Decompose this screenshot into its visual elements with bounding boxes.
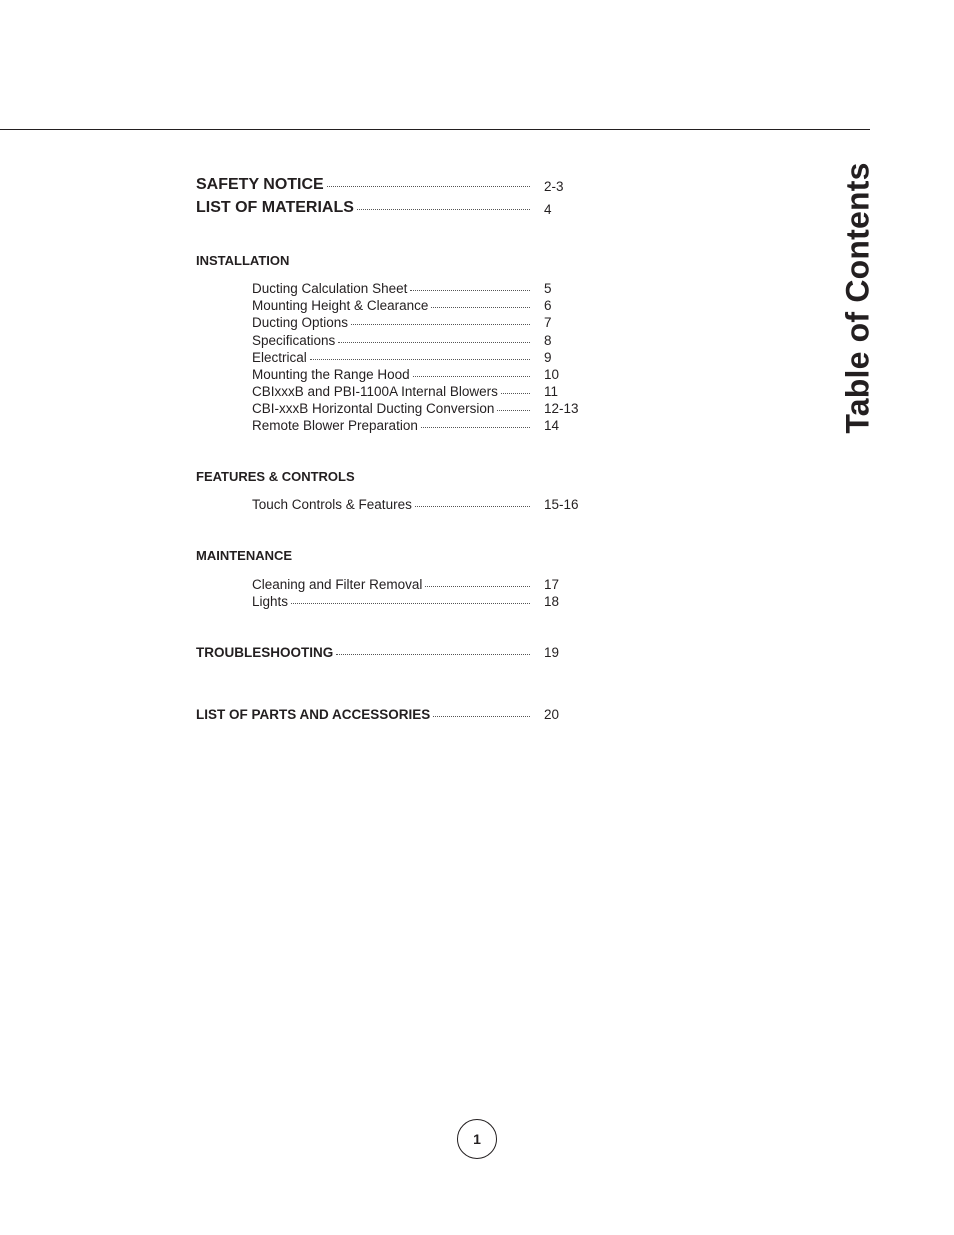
toc-entry-page: 20 bbox=[544, 707, 560, 722]
page-number-badge bbox=[457, 1119, 497, 1159]
toc-entry-label: TROUBLESHOOTING bbox=[196, 645, 334, 660]
toc-entry-list-of-materials[interactable] bbox=[196, 199, 533, 217]
toc-entry-label: LIST OF PARTS AND ACCESSORIES bbox=[196, 707, 431, 722]
toc-entry-page: 2-3 bbox=[544, 179, 564, 194]
toc-entry[interactable] bbox=[252, 350, 533, 365]
toc-entry-label: Lights bbox=[252, 594, 289, 609]
toc-entry[interactable] bbox=[252, 577, 533, 592]
toc-entry-page: 5 bbox=[544, 281, 552, 296]
dot-leader bbox=[433, 716, 530, 717]
toc-entry-label: Specifications bbox=[252, 333, 336, 348]
toc-entry[interactable] bbox=[252, 281, 533, 296]
toc-entry-label: Cleaning and Filter Removal bbox=[252, 577, 423, 592]
toc-entry[interactable] bbox=[252, 367, 533, 382]
toc-entry[interactable] bbox=[252, 384, 533, 399]
toc-entry[interactable] bbox=[252, 298, 533, 313]
toc-entry-safety-notice[interactable] bbox=[196, 176, 533, 194]
toc-entry-label: Electrical bbox=[252, 350, 307, 365]
toc-entry-label: Mounting the Range Hood bbox=[252, 367, 410, 382]
toc-entry-label: SAFETY NOTICE bbox=[196, 176, 324, 193]
toc-entry-page: 6 bbox=[544, 298, 552, 313]
toc-entry-page: 4 bbox=[544, 202, 552, 217]
dot-leader bbox=[421, 427, 530, 428]
toc-entry[interactable] bbox=[252, 401, 533, 416]
toc-entry[interactable] bbox=[252, 333, 533, 348]
dot-leader bbox=[501, 393, 530, 394]
toc-entry-page: 8 bbox=[544, 333, 552, 348]
toc-entry-page: 10 bbox=[544, 367, 560, 382]
header-rule bbox=[0, 129, 870, 130]
dot-leader bbox=[431, 307, 530, 308]
toc-entry-label: LIST OF MATERIALS bbox=[196, 199, 354, 216]
toc-entry-list-of-parts[interactable] bbox=[196, 707, 533, 722]
dot-leader bbox=[413, 376, 530, 377]
toc-entry-label: Touch Controls & Features bbox=[252, 497, 412, 512]
toc-entry-page: 9 bbox=[544, 350, 552, 365]
toc-entry-page: 18 bbox=[544, 594, 560, 609]
dot-leader bbox=[336, 654, 530, 655]
section-heading-maintenance: MAINTENANCE bbox=[196, 548, 293, 563]
dot-leader bbox=[415, 506, 530, 507]
toc-entry-page: 14 bbox=[544, 418, 560, 433]
toc-entry[interactable] bbox=[252, 497, 533, 512]
toc-entry[interactable] bbox=[252, 594, 533, 609]
toc-entry-page: 17 bbox=[544, 577, 560, 592]
dot-leader bbox=[497, 410, 530, 411]
toc-entry-page: 12-13 bbox=[544, 401, 579, 416]
dot-leader bbox=[338, 342, 530, 343]
toc-entry[interactable] bbox=[252, 315, 533, 330]
toc-entry-label: Ducting Options bbox=[252, 315, 349, 330]
toc-entry-page: 11 bbox=[544, 384, 559, 399]
dot-leader bbox=[357, 209, 530, 210]
dot-leader bbox=[425, 586, 530, 587]
toc-entry-troubleshooting[interactable] bbox=[196, 645, 533, 660]
dot-leader bbox=[327, 186, 530, 187]
toc-entry-label: CBI-xxxB Horizontal Ducting Conversion bbox=[252, 401, 495, 416]
dot-leader bbox=[291, 603, 530, 604]
toc-entry-label: Mounting Height & Clearance bbox=[252, 298, 429, 313]
dot-leader bbox=[351, 324, 530, 325]
toc-entry[interactable] bbox=[252, 418, 533, 433]
dot-leader bbox=[310, 359, 530, 360]
toc-entry-page: 7 bbox=[544, 315, 552, 330]
toc-entry-page: 19 bbox=[544, 645, 560, 660]
page-title: Table of Contents bbox=[839, 162, 876, 434]
toc-entry-label: Ducting Calculation Sheet bbox=[252, 281, 408, 296]
page-number: 1 bbox=[473, 1131, 481, 1147]
section-heading-features-controls: FEATURES & CONTROLS bbox=[196, 469, 355, 484]
toc-entry-label: CBIxxxB and PBI-1100A Internal Blowers bbox=[252, 384, 498, 399]
toc-entry-label: Remote Blower Preparation bbox=[252, 418, 418, 433]
toc-entry-page: 15-16 bbox=[544, 497, 579, 512]
section-heading-installation: INSTALLATION bbox=[196, 253, 290, 268]
dot-leader bbox=[410, 290, 530, 291]
